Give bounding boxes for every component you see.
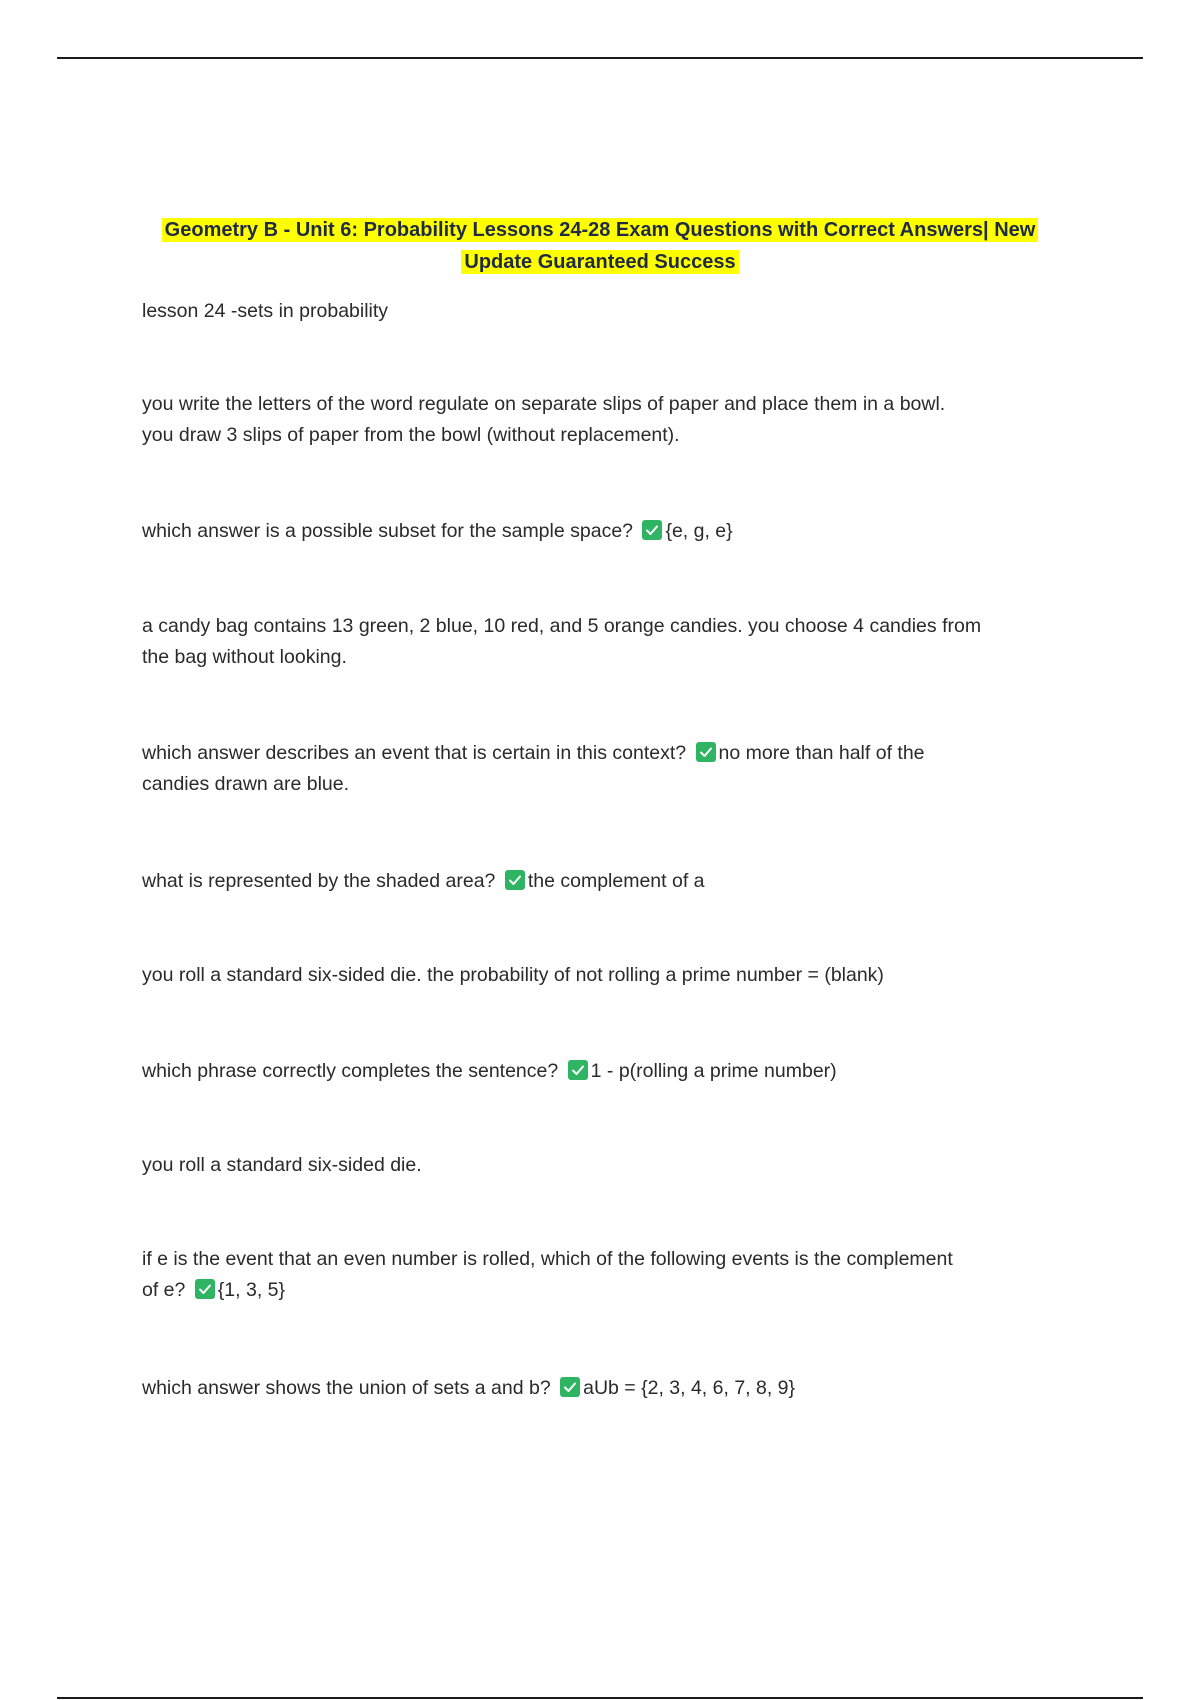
- answer-text: {e, g, e}: [665, 520, 733, 542]
- context-line: a candy bag contains 13 green, 2 blue, 10 red, and 5 orange candies. you choose 4 candies from: [142, 615, 982, 637]
- question-item: [142, 866, 1062, 897]
- document-title: [140, 214, 1060, 278]
- question-item: [142, 1244, 1062, 1306]
- question-item: [142, 516, 1062, 547]
- answer-text: {1, 3, 5}: [217, 1279, 286, 1301]
- top-rule: [57, 57, 1143, 59]
- answer-text-continued: candies drawn are blue.: [142, 773, 350, 795]
- question-text: which answer is a possible subset for the sample space?: [142, 520, 634, 542]
- question-context: you roll a standard six-sided die.: [142, 1154, 422, 1176]
- question-text: which answer describes an event that is certain in this context?: [142, 742, 687, 764]
- question-text-continued: of e?: [142, 1279, 186, 1301]
- answer-text: 1 - p(rolling a prime number): [590, 1060, 837, 1082]
- bottom-rule: [57, 1697, 1143, 1699]
- question-text: if e is the event that an even number is rolled, which of the following events is the complement: [142, 1248, 953, 1270]
- check-mark-icon: [642, 520, 662, 540]
- check-mark-icon: [560, 1377, 580, 1397]
- context-line: you write the letters of the word regulate on separate slips of paper and place them in a bowl.: [142, 393, 946, 415]
- context-line: you draw 3 slips of paper from the bowl (without replacement).: [142, 424, 680, 446]
- lesson-heading: lesson 24 -sets in probability: [142, 300, 389, 322]
- title-line-1: Geometry B - Unit 6: Probability Lessons 24-28 Exam Questions with Correct Answers| New: [162, 218, 1039, 242]
- question-text: what is represented by the shaded area?: [142, 870, 496, 892]
- title-line-2: Update Guaranteed Success: [461, 250, 738, 274]
- check-mark-icon: [195, 1279, 215, 1299]
- question-context: [142, 389, 1062, 451]
- question-text: which answer shows the union of sets a and b?: [142, 1377, 551, 1399]
- question-item: [142, 1373, 1062, 1404]
- question-item: [142, 738, 1062, 800]
- answer-text: the complement of a: [527, 870, 705, 892]
- check-mark-icon: [696, 742, 716, 762]
- question-context: [142, 611, 1062, 673]
- context-line: the bag without looking.: [142, 646, 347, 668]
- answer-text: no more than half of the: [718, 742, 925, 764]
- question-text: which phrase correctly completes the sentence?: [142, 1060, 559, 1082]
- question-item: [142, 1056, 1062, 1087]
- check-mark-icon: [505, 870, 525, 890]
- question-context: you roll a standard six-sided die. the probability of not rolling a prime number = (blank): [142, 964, 884, 986]
- check-mark-icon: [568, 1060, 588, 1080]
- answer-text: aUb = {2, 3, 4, 6, 7, 8, 9}: [583, 1377, 796, 1399]
